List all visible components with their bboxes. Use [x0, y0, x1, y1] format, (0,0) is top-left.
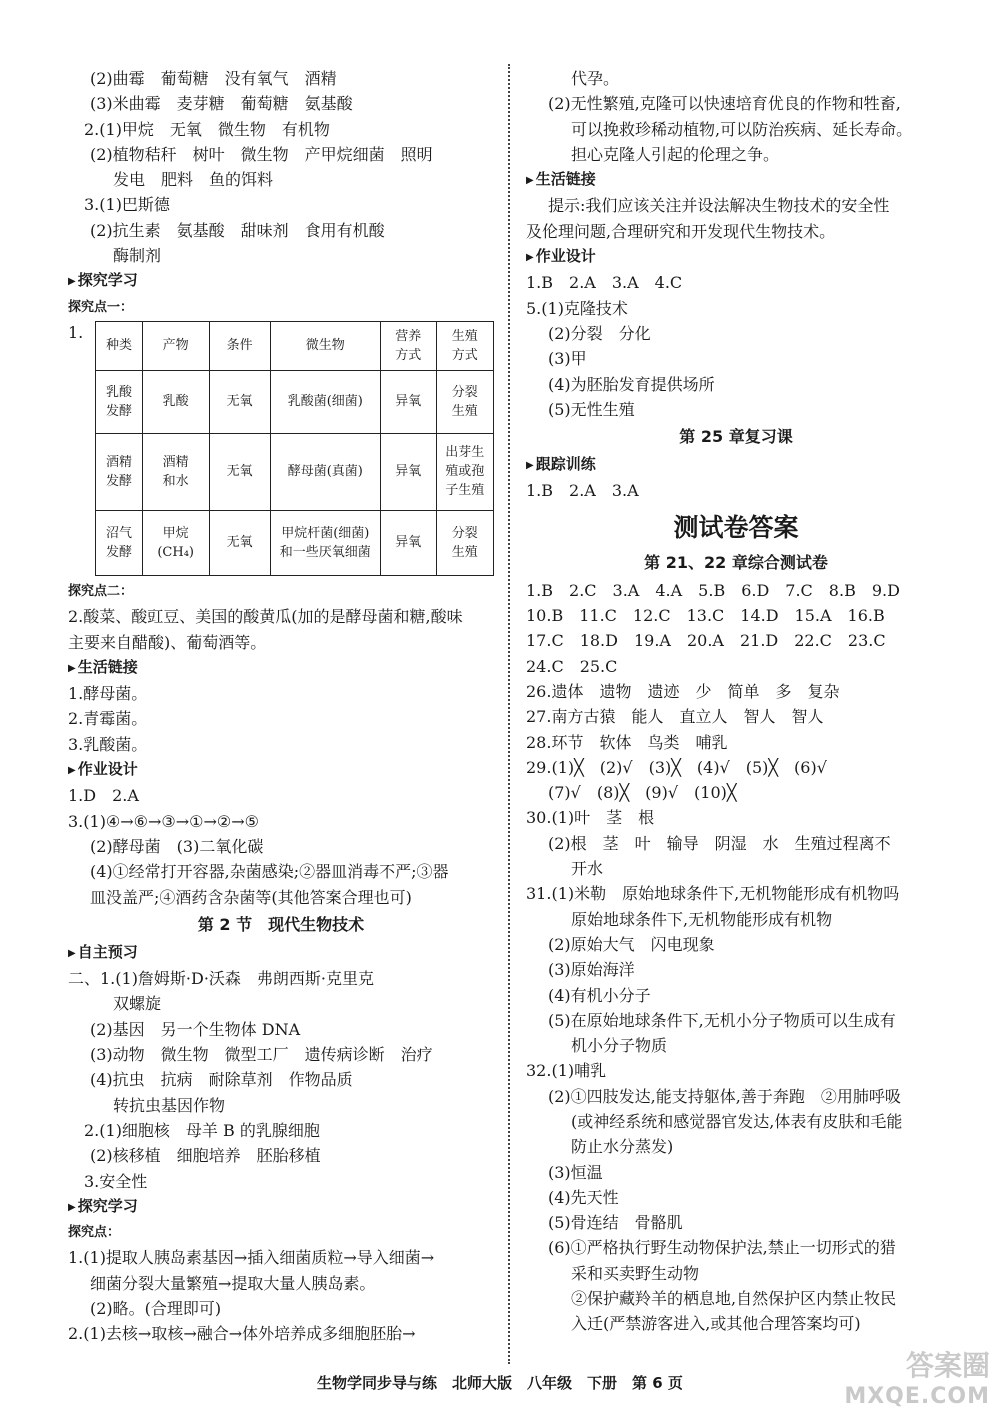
answer-line: 2.青霉菌。: [68, 709, 148, 729]
answer-line: 32.(1)哺乳: [526, 1061, 607, 1081]
table-cell: 酒精 发酵: [96, 433, 142, 510]
answer-line: (2)酵母菌 (3)二氧化碳: [90, 836, 264, 856]
answer-line: (5)在原始地球条件下,无机小分子物质可以生成有: [548, 1010, 896, 1030]
heading-life-link-2: ▶ 生活链接: [526, 170, 596, 189]
answer-line: 26.遗体 遗物 遗迹 少 简单 多 复杂: [526, 681, 840, 701]
table-cell: 异氧: [381, 370, 437, 433]
table-header: 微生物: [270, 321, 380, 370]
table-cell: 甲烷杆菌(细菌) 和一些厌氧细菌: [270, 510, 380, 575]
answer-line: 转抗虫基因作物: [113, 1095, 226, 1115]
table-number: 1.: [68, 322, 84, 342]
heading-life-link: ▶ 生活链接: [68, 657, 138, 676]
heading-homework-2: ▶ 作业设计: [526, 247, 596, 266]
heading-explore: ▶ 探究学习: [68, 271, 138, 290]
answer-line: 担心克隆人引起的伦理之争。: [571, 144, 780, 164]
answers-block-f: [68, 1245, 494, 1346]
answers-block-b: [68, 604, 494, 655]
table-cell: 酵母菌(真菌): [270, 433, 380, 510]
table-cell: 分裂 生殖: [436, 510, 493, 575]
heading-explore-2: ▶ 探究学习: [68, 1196, 138, 1215]
fermentation-table: [95, 321, 494, 576]
explore-point-3: 探究点：: [68, 1225, 121, 1241]
answer-line: (4)抗虫 抗病 耐除草剂 作物品质: [90, 1070, 353, 1090]
answer-line: (4)①经常打开容器,杂菌感染;②器皿消毒不严;③器: [90, 862, 449, 882]
answer-line: 27.南方古猿 能人 直立人 智人 智人: [526, 707, 824, 727]
answer-line: 3.(1)④→⑥→③→①→②→⑤: [68, 811, 260, 831]
answer-line: 1.酵母菌。: [68, 684, 148, 704]
answer-line: 29.(1)╳ (2)√ (3)╳ (4)√ (5)╳ (6)√: [526, 757, 827, 777]
answer-line: (3)甲: [548, 349, 587, 369]
test-answers-title: 测试卷答案: [673, 512, 799, 542]
explore-point-2: 探究点二：: [68, 583, 134, 599]
chapter-review-title: 第 25 章复习课: [679, 427, 793, 447]
answer-line: (4)有机小分子: [548, 985, 651, 1005]
answer-line: 2.(1)甲烷 无氧 微生物 有机物: [68, 119, 330, 139]
answer-line: (2)曲霉 葡萄糖 没有氧气 酒精: [90, 69, 337, 88]
answer-line: (3)动物 微生物 微型工厂 遗传病诊断 治疗: [90, 1045, 433, 1065]
table-header: 营养 方式: [381, 321, 437, 370]
table-row: [96, 370, 494, 433]
table-cell: 酒精 和水: [142, 433, 209, 510]
page-footer: 生物学同步导与练 北师大版 八年级 下册 第 6 页: [317, 1374, 683, 1392]
answer-line: 1.(1)提取人胰岛素基因→插入细菌质粒→导入细菌→: [68, 1248, 435, 1268]
right-column: [526, 66, 946, 1337]
table-cell: 乳酸 发酵: [96, 370, 142, 433]
answer-line: (7)√ (8)╳ (9)√ (10)╳: [548, 783, 737, 803]
table-cell: 异氧: [381, 510, 437, 575]
answer-line: (5)骨连结 骨骼肌: [548, 1213, 683, 1233]
answer-line: (3)原始海洋: [548, 960, 635, 980]
answer-line: 10.B 11.C 12.C 13.C 14.D 15.A 16.B: [526, 606, 885, 626]
answer-line: 入迁(严禁游客进入,或其他合理答案均可): [571, 1314, 861, 1334]
answer-line: 细菌分裂大量繁殖→提取大量人胰岛素。: [90, 1273, 376, 1293]
answer-line: (2)植物秸秆 树叶 微生物 产甲烷细菌 照明: [90, 144, 433, 164]
answer-line: 酶制剂: [113, 246, 162, 266]
answer-line: 2.(1)细胞核 母羊 B 的乳腺细胞: [68, 1120, 320, 1140]
answer-line: (3)恒温: [548, 1162, 603, 1182]
fermentation-table-wrap: [68, 320, 494, 579]
heading-preview: ▶ 自主预习: [68, 942, 138, 961]
table-cell: 无氧: [209, 510, 270, 575]
answer-line: 及伦理问题,合理研究和开发现代生物技术。: [526, 221, 836, 241]
answers-block-g: [526, 66, 946, 167]
column-divider: [508, 64, 510, 1364]
answer-line: 机小分子物质: [571, 1036, 668, 1056]
track-answers: 1.B 2.A 3.A: [526, 481, 639, 501]
answers-block-d: [68, 783, 494, 909]
answer-line: 提示:我们应该关注并设法解决生物技术的安全性: [548, 196, 890, 216]
answer-line: (2)分裂 分化: [548, 323, 651, 343]
table-cell: 出芽生 殖或孢 子生殖: [436, 433, 493, 510]
answer-line: 防止水分蒸发): [571, 1137, 674, 1157]
table-header: 种类: [96, 321, 142, 370]
test-subtitle: 第 21、22 章综合测试卷: [644, 552, 828, 572]
table-cell: 乳酸菌(细菌): [270, 370, 380, 433]
answer-line: 2.(1)去核→取核→融合→体外培养成多细胞胚胎→: [68, 1324, 416, 1344]
table-cell: 无氧: [209, 433, 270, 510]
answer-line: 3.(1)巴斯德: [68, 195, 170, 215]
answer-line: 30.(1)叶 茎 根: [526, 808, 655, 828]
heading-homework: ▶ 作业设计: [68, 760, 138, 779]
answer-line: 1.B 2.C 3.A 4.A 5.B 6.D 7.C 8.B 9.D: [526, 580, 900, 600]
answer-line: ②保护藏羚羊的栖息地,自然保护区内禁止牧民: [571, 1289, 897, 1309]
answer-line: (2)核移植 细胞培养 胚胎移植: [90, 1146, 321, 1166]
left-column: [68, 66, 494, 1347]
section-title: 第 2 节 现代生物技术: [197, 914, 365, 934]
answer-line: 17.C 18.D 19.A 20.A 21.D 22.C 23.C: [526, 631, 886, 651]
answer-line: 可以挽救珍稀动植物,可以防治疾病、延长寿命。: [571, 119, 913, 139]
answer-line: 3.安全性: [68, 1171, 148, 1191]
answer-line: 24.C 25.C: [526, 656, 618, 676]
answers-block-j: [526, 578, 946, 1337]
table-row: [96, 433, 494, 510]
table-cell: 异氧: [381, 433, 437, 510]
answer-line: (2)基因 另一个生物体 DNA: [90, 1019, 301, 1039]
answer-line: (2)原始大气 闪电现象: [548, 934, 715, 954]
table-header: 产物: [142, 321, 209, 370]
answer-line: (2)略。(合理即可): [90, 1298, 222, 1318]
explore-point-1: 探究点一：: [68, 299, 134, 315]
answer-line: (或神经系统和感觉器官发达,体表有皮肤和毛能: [571, 1111, 903, 1131]
answer-line: 双螺旋: [113, 994, 162, 1014]
answers-block-h: [526, 193, 946, 244]
answer-line: (2)抗生素 氨基酸 甜味剂 食用有机酸: [90, 220, 385, 240]
answers-block-c: [68, 681, 494, 757]
answer-line: 开水: [571, 859, 604, 879]
answer-line: 31.(1)米勒 原始地球条件下,无机物能形成有机物吗: [526, 884, 900, 904]
table-cell: 分裂 生殖: [436, 370, 493, 433]
answer-line: (3)米曲霉 麦芽糖 葡萄糖 氨基酸: [90, 94, 353, 114]
answer-line: (6)①严格执行野生动物保护法,禁止一切形式的猎: [548, 1238, 896, 1258]
answer-line: 3.乳酸菌。: [68, 734, 148, 754]
answer-line: 1.B 2.A 3.A 4.C: [526, 273, 683, 293]
table-cell: 乳酸: [142, 370, 209, 433]
table-cell: 沼气 发酵: [96, 510, 142, 575]
answer-line: (2)①四肢发达,能支持躯体,善于奔跑 ②用肺呼吸: [548, 1086, 901, 1106]
answer-line: 原始地球条件下,无机物能形成有机物: [571, 909, 833, 929]
answer-line: 发电 肥料 鱼的饵料: [113, 170, 274, 190]
answer-line: 5.(1)克隆技术: [526, 298, 628, 318]
answer-line: 2.酸菜、酸豇豆、美国的酸黄瓜(加的是酵母菌和糖,酸味: [68, 607, 463, 627]
answer-line: 二、1.(1)詹姆斯·D·沃森 弗朗西斯·克里克: [68, 969, 375, 989]
answers-block-a: [68, 66, 494, 268]
table-row: [96, 510, 494, 575]
table-cell: 无氧: [209, 370, 270, 433]
answer-line: 1.D 2.A: [68, 786, 139, 806]
answer-line: (4)为胚胎发育提供场所: [548, 374, 715, 394]
table-header: 生殖 方式: [436, 321, 493, 370]
answers-block-i: [526, 270, 946, 422]
heading-track: ▶ 跟踪训练: [526, 455, 596, 474]
answer-line: 主要来自醋酸)、葡萄酒等。: [68, 632, 267, 652]
answer-line: 28.环节 软体 鸟类 哺乳: [526, 732, 728, 752]
answer-line: (4)先天性: [548, 1187, 619, 1207]
answer-line: (5)无性生殖: [548, 399, 635, 419]
table-cell: 甲烷 (CH₄): [142, 510, 209, 575]
answer-line: 皿没盖严;④酒药含杂菌等(其他答案合理也可): [90, 887, 412, 907]
answers-block-e: [68, 966, 494, 1194]
answer-line: (2)根 茎 叶 输导 阴湿 水 生殖过程离不: [548, 833, 891, 853]
answer-line: (2)无性繁殖,克隆可以快速培育优良的作物和牲畜,: [548, 94, 901, 114]
answer-line: 代孕。: [571, 69, 620, 88]
watermark-logo: 答案圈 MXQE.COM: [844, 1349, 990, 1409]
table-header: 条件: [209, 321, 270, 370]
answer-line: 采和买卖野生动物: [571, 1263, 700, 1283]
